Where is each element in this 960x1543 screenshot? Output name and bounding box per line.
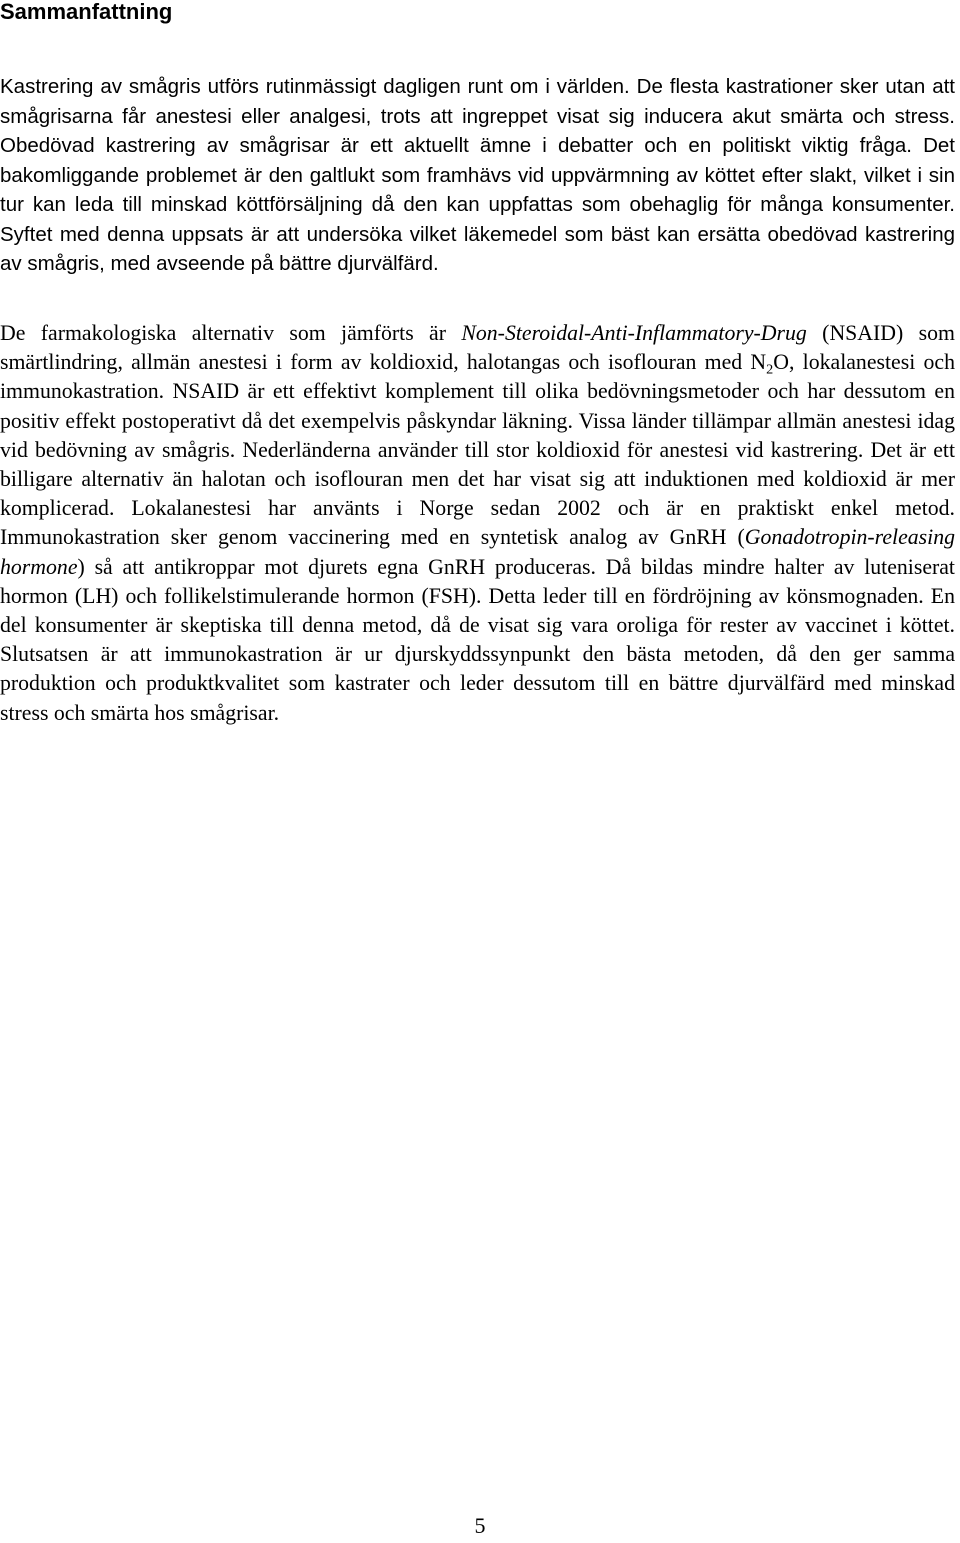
paragraph-2-text-b: (NSAID) som smärtlindring, allmän anestesi i form av koldioxid, halotangas och isoflouran med N xyxy=(0,321,955,375)
nsaid-term-italic: Non-Steroidal-Anti-Inflammatory-Drug xyxy=(461,321,807,345)
page-number: 5 xyxy=(474,1513,486,1538)
summary-paragraph-1 xyxy=(0,72,955,279)
summary-paragraph-2 xyxy=(0,319,955,728)
section-heading: Sammanfattning xyxy=(0,0,173,24)
gnrh-term-italic: Gonadotropin-releasing hormone xyxy=(0,525,955,579)
paragraph-2-text-a: De farmakologiska alternativ som jämförts är xyxy=(0,321,462,345)
paragraph-2-text-c: O, lokalanestesi och immunokastration. NSAID är ett effektivt komplement till olika bedövningsmetoder och har dessutom en positiv effekt postoperativt då det exempelvis påskyndar läkning. Vissa länder tillämpar allmän anestesi idag vid bedövning av smågris. Nederländerna använder till stor koldioxid för anestesi vid kastrering. Det är ett billigare alternativ än halotan och isoflouran men det har visat sig att induktionen med koldioxid är mer komplicerad. Lokalanestesi har använts i Norge sedan 2002 och är en praktiskt enkel metod. Immunokastration sker genom vaccinering med en syntetisk analog av GnRH ( xyxy=(0,350,955,550)
paragraph-2-text-d: ) så att antikroppar mot djurets egna GnRH produceras. Då bildas mindre halter av luteniserat hormon (LH) och follikelstimulerande hormon (FSH). Detta leder till en fördröjning av könsmognaden. En del konsumenter är skeptiska till denna metod, då de visat sig vara oroliga för rester av vaccinet i köttet. Slutsatsen är att immunokastration är ur djurskyddssynpunkt den bästa metoden, då den ger samma produktion och produktkvalitet som kastrater och leder dessutom till en bättre djurvälfärd med minskad stress och smärta hos smågrisar. xyxy=(0,554,955,725)
paragraph-1-text: Kastrering av smågris utförs rutinmässigt dagligen runt om i världen. De flesta kastrationer sker utan att smågrisarna får anestesi eller analgesi, trots att ingreppet visat sig inducera akut smärta och stress. Obedövad kastrering av smågrisar är ett aktuellt ämne i debatter och en politiskt viktig fråga. Det bakomliggande problemet är den galtlukt som framhävs vid uppvärmning av köttet efter slakt, vilket i sin tur kan leda till minskad köttförsäljning då den kan uppfattas som obehaglig för många konsumenter. Syftet med denna uppsats är att undersöka vilket läkemedel som bäst kan ersätta obedövad kastrering av smågris, med avseende på bättre djurvälfärd. xyxy=(0,75,955,275)
subscript-2: 2 xyxy=(766,361,774,378)
